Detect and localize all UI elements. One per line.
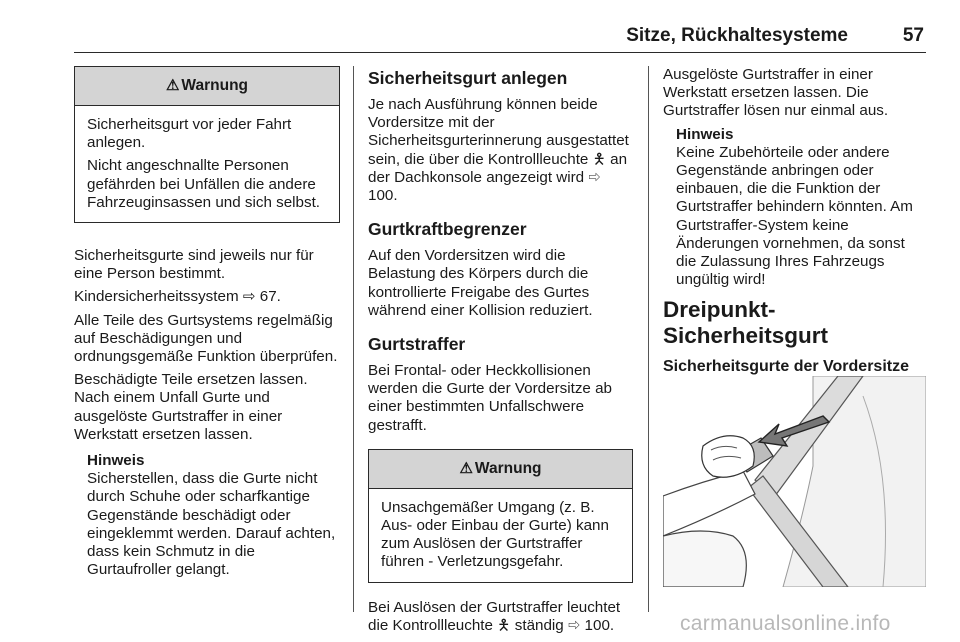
paragraph: Bei Frontal- oder Heckkollisionen werden die Gurte der Vordersitze ab einer bestimmten Unfallschwere gestrafft. [368, 362, 612, 434]
paragraph: Auf den Vordersitzen wird die Belastung des Körpers durch die kontrollierte Freigabe des Gurtes während einer Kollision reduziert. [368, 247, 593, 319]
warning-title: Warnung [181, 77, 249, 94]
note-text: Keine Zubehörteile oder andere Gegenstände anbringen oder einbauen, die die Funktion der Gurtstraffer behindern könnten. Am Gurtstraffer-System keine Änderungen vornehmen, da sonst die Zulassung Ihres Fahrzeugs ungültig wird! [676, 143, 913, 289]
column-1 [74, 66, 340, 585]
paragraph: Je nach Ausführung können beide Vordersitze mit der Sicherheitsgurterinnerung ausgestattet sein, die über die Kontrollleuchte 🯅 an der Dachkonsole angezeigt wird ⇨ 100. [368, 96, 629, 205]
warning-triangle-icon: ⚠ [165, 77, 180, 94]
warning-triangle-icon: ⚠ [459, 459, 473, 477]
warning-header [75, 67, 339, 106]
seatbelt-illustration-image [663, 376, 926, 587]
seatbelt-illustration [663, 376, 926, 587]
section-heading: Dreipunkt-Sicherheitsgurt [663, 297, 829, 349]
section-heading: Gurtkraftbegrenzer [368, 219, 527, 240]
note [87, 452, 340, 579]
paragraph: Bei Auslösen der Gurtstraffer leuchtet die Kontrollleuchte 🯅 ständig ⇨ 100. [368, 598, 621, 634]
note-title: Hinweis [87, 452, 145, 470]
paragraph: Alle Teile des Gurtsystems regelmäßig auf Beschädigungen und ordnungsgemäße Funktion überprüfen. [74, 311, 338, 366]
column-divider [353, 66, 354, 612]
page-title: Sitze, Rückhaltesysteme [626, 25, 848, 46]
warning-box [74, 66, 340, 223]
column-divider [648, 66, 649, 612]
note-text: Sicherstellen, dass die Gurte nicht durch Schuhe oder scharfkantige Gegenstände beschädigt oder eingeklemmt werden. Darauf achten, dass kein Schmutz in die Gurtaufroller gelangt. [87, 470, 336, 579]
column-2 [368, 66, 633, 640]
subsection-heading: Sicherheitsgurte der Vordersitze [663, 358, 909, 376]
warning-text: Sicherheitsgurt vor jeder Fahrt anlegen. [87, 116, 292, 152]
warning-title: Warnung [474, 459, 542, 477]
warning-box [368, 449, 633, 583]
paragraph: Kindersicherheitssystem ⇨ 67. [74, 288, 281, 306]
paragraph: Ausgelöste Gurtstraffer in einer Werkstatt ersetzen lassen. Die Gurtstraffer lösen nur einmal aus. [663, 66, 889, 120]
column-3 [663, 66, 927, 417]
warning-body [369, 489, 632, 582]
paragraph: Sicherheitsgurte sind jeweils nur für eine Person bestimmt. [74, 247, 314, 283]
warning-body [75, 106, 339, 222]
paragraph: Beschädigte Teile ersetzen lassen. Nach einem Unfall Gurte und ausgelöste Gurtstraffer in einer Werkstatt ersetzen lassen. [74, 371, 308, 443]
section-heading: Sicherheitsgurt anlegen [368, 68, 568, 88]
page-number: 57 [902, 25, 924, 46]
section-heading: Gurtstraffer [368, 334, 466, 355]
warning-text: Nicht angeschnallte Personen gefährden bei Unfällen die andere Fahrzeuginsassen und sich selbst. [87, 157, 321, 211]
page-header [74, 22, 926, 53]
watermark: carmanualsonline.info [680, 612, 891, 635]
warning-header [369, 450, 632, 489]
note [676, 126, 927, 290]
warning-text: Unsachgemäßer Umgang (z. B. Aus- oder Einbau der Gurte) kann zum Auslösen der Gurtstraffer führen - Verletzungsgefahr. [381, 498, 609, 571]
note-title: Hinweis [676, 125, 734, 143]
